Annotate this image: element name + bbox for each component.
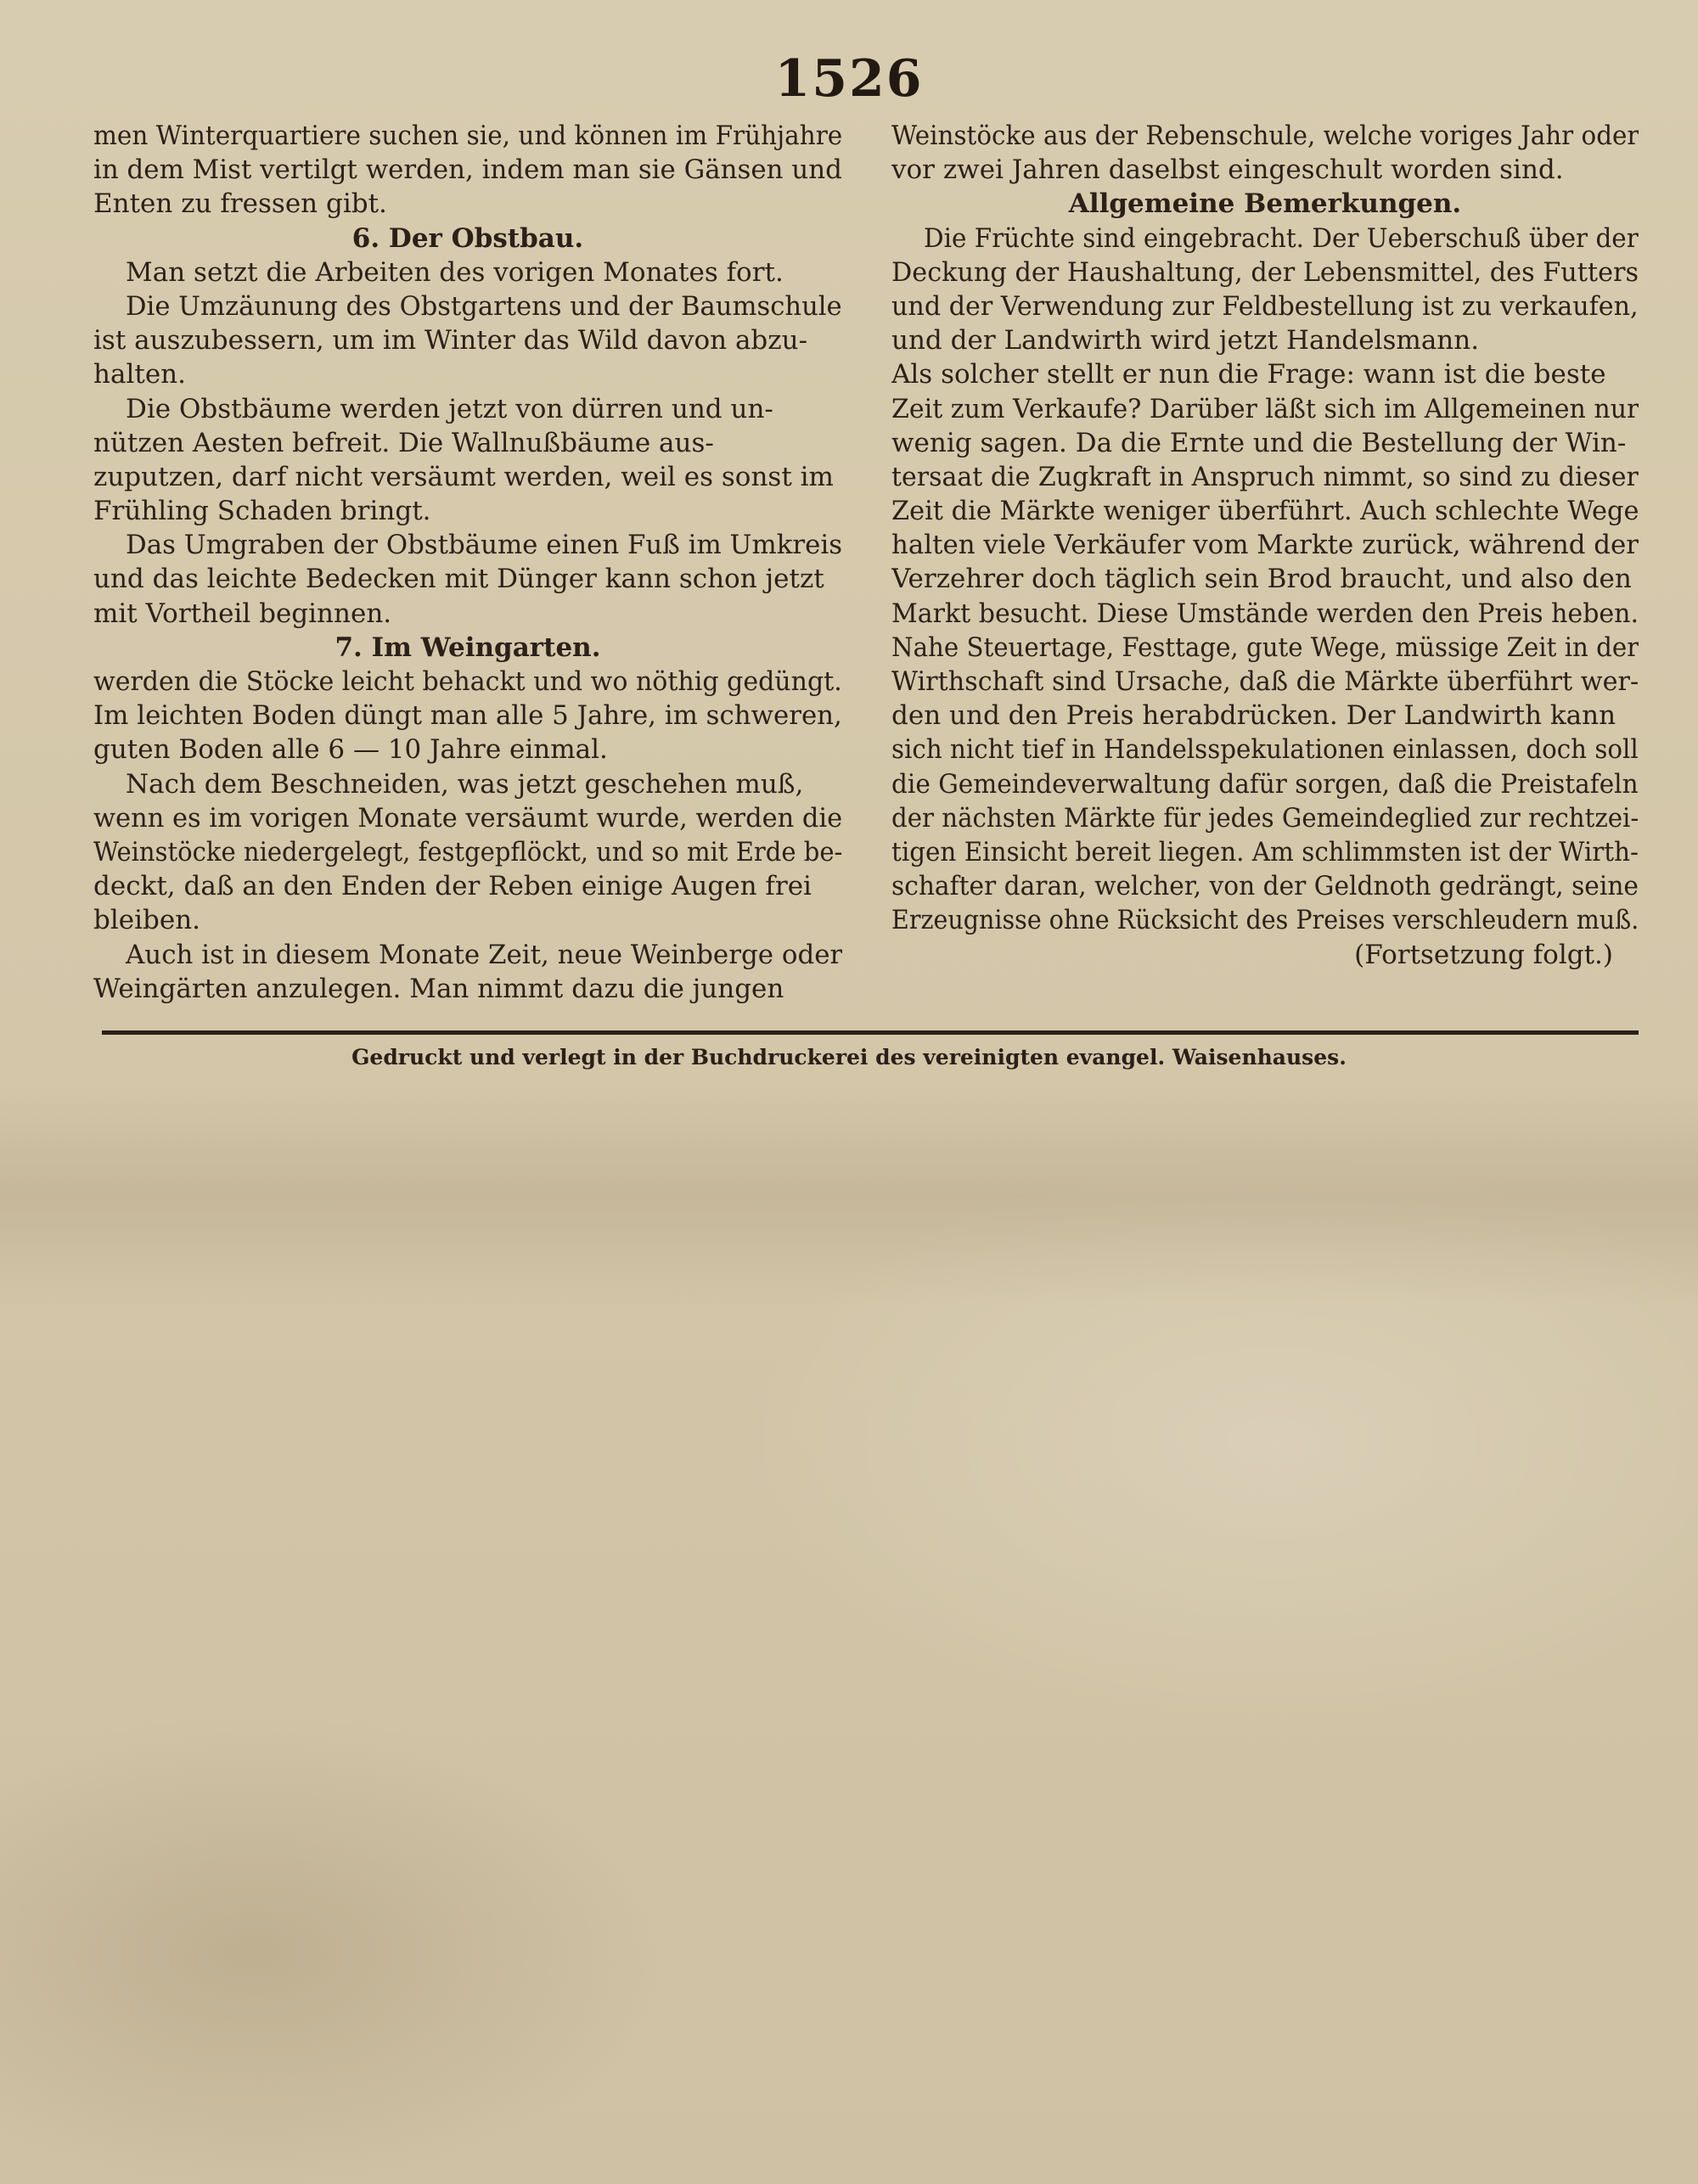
section-heading-weingarten: 7. Im Weingarten. — [335, 632, 601, 663]
text-line: Die Früchte sind eingebracht. Der Ueberschuß über der — [924, 222, 1639, 254]
text-line: halten. — [93, 359, 186, 390]
text-line: die Gemeindeverwaltung dafür sorgen, daß die Preistafeln — [891, 768, 1639, 800]
text-line: deckt, daß an den Enden der Reben einige Augen frei — [93, 871, 812, 902]
text-line: Als solcher stellt er nun die Frage: wann ist die beste — [891, 359, 1606, 390]
printer-imprint: Gedruckt und verlegt in der Buchdruckerei des vereinigten evangel. Waisenhauses. — [351, 1045, 1347, 1070]
text-line: der nächsten Märkte für jedes Gemeindeglied zur rechtzei- — [891, 802, 1639, 834]
text-line: Weinstöcke aus der Rebenschule, welche voriges Jahr oder — [891, 121, 1639, 151]
text-line: Enten zu fressen gibt. — [93, 188, 387, 220]
text-line: ist auszubessern, um im Winter das Wild davon abzu- — [93, 325, 808, 357]
text-line: Auch ist in diesem Monate Zeit, neue Weinberge oder — [126, 939, 842, 970]
page-number: 1526 — [774, 49, 924, 109]
section-heading-obstbau: 6. Der Obstbau. — [351, 222, 584, 254]
text-line: Im leichten Boden düngt man alle 5 Jahre, im schweren, — [93, 700, 842, 732]
footer-rule — [102, 1030, 1639, 1035]
text-line: Deckung der Haushaltung, der Lebensmittel, des Futters — [891, 256, 1639, 288]
text-line: tigen Einsicht bereit liegen. Am schlimmsten ist der Wirth- — [891, 836, 1639, 867]
section-heading-bemerkungen: Allgemeine Bemerkungen. — [1068, 188, 1462, 220]
text-line: Nach dem Beschneiden, was jetzt geschehen muß, — [126, 768, 804, 800]
text-line: Zeit die Märkte weniger überführt. Auch schlechte Wege — [891, 496, 1639, 527]
text-line: zuputzen, darf nicht versäumt werden, weil es sonst im — [93, 461, 834, 492]
text-line: den und den Preis herabdrücken. Der Landwirth kann — [891, 700, 1616, 732]
text-line: Verzehrer doch täglich sein Brod braucht, und also den — [891, 564, 1632, 595]
text-line: schafter daran, welcher, von der Geldnoth gedrängt, seine — [891, 871, 1639, 902]
text-line: Weingärten anzulegen. Man nimmt dazu die jungen — [93, 973, 784, 1004]
text-line: und der Verwendung zur Feldbestellung ist zu verkaufen, — [891, 290, 1639, 322]
continuation-note: (Fortsetzung folgt.) — [1354, 939, 1613, 970]
text-line: Zeit zum Verkaufe? Darüber läßt sich im Allgemeinen nur — [891, 393, 1639, 424]
text-line: wenig sagen. Da die Ernte und die Bestellung der Win- — [891, 427, 1627, 458]
left-column — [93, 119, 842, 1006]
text-line: mit Vortheil beginnen. — [93, 598, 392, 629]
text-line: halten viele Verkäufer vom Markte zurück, während der — [891, 530, 1639, 561]
text-line: nützen Aesten befreit. Die Wallnußbäume aus- — [93, 427, 714, 458]
text-line: und der Landwirth wird jetzt Handelsmann. — [891, 325, 1480, 357]
text-line: werden die Stöcke leicht behackt und wo nöthig gedüngt. — [93, 666, 842, 697]
text-line: Markt besucht. Diese Umstände werden den Preis heben. — [891, 598, 1639, 629]
text-line: Die Obstbäume werden jetzt von dürren und un- — [126, 393, 773, 424]
text-line: sich nicht tief in Handelsspekulationen einlassen, doch soll — [891, 734, 1639, 766]
text-line: Weinstöcke niedergelegt, festgepflöckt, und so mit Erde be- — [93, 836, 842, 867]
text-line: wenn es im vorigen Monate versäumt wurde, werden die — [93, 802, 842, 834]
text-line: men Winterquartiere suchen sie, und können im Frühjahre — [93, 121, 842, 151]
text-line: Man setzt die Arbeiten des vorigen Monates fort. — [126, 256, 784, 288]
text-line: in dem Mist vertilgt werden, indem man sie Gänsen und — [93, 154, 842, 186]
text-line: bleiben. — [93, 905, 201, 936]
text-line: Frühling Schaden bringt. — [93, 496, 431, 527]
text-line: Wirthschaft sind Ursache, daß die Märkte überführt wer- — [891, 666, 1639, 697]
text-line: Erzeugnisse ohne Rücksicht des Preises verschleudern muß. — [891, 905, 1639, 936]
paper-fold-shadow — [0, 1086, 1698, 1307]
text-line: vor zwei Jahren daselbst eingeschult worden sind. — [891, 154, 1564, 186]
text-line: Nahe Steuertage, Festtage, gute Wege, müssige Zeit in der — [891, 632, 1639, 663]
text-line: guten Boden alle 6 — 10 Jahre einmal. — [93, 734, 608, 766]
text-line: und das leichte Bedecken mit Dünger kann schon jetzt — [93, 564, 824, 595]
text-line: Das Umgraben der Obstbäume einen Fuß im Umkreis — [126, 530, 842, 561]
text-line: tersaat die Zugkraft in Anspruch nimmt, so sind zu dieser — [891, 461, 1639, 492]
text-line: Die Umzäunung des Obstgartens und der Baumschule — [126, 290, 842, 322]
right-column — [891, 119, 1639, 972]
